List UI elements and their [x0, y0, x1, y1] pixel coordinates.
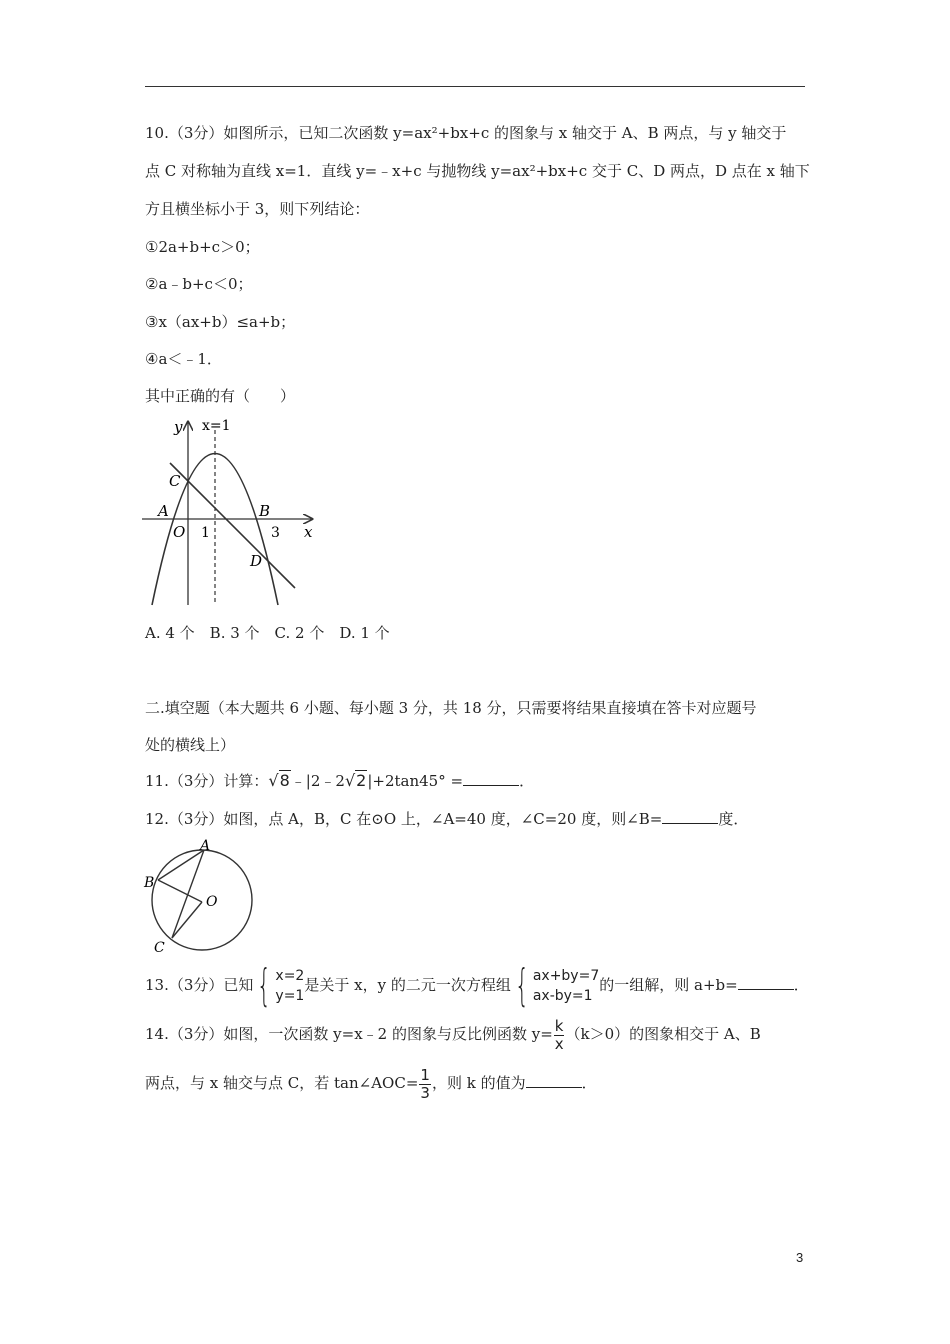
q13-brace-1: {: [257, 960, 272, 1011]
label-o: O: [173, 523, 186, 541]
q12: [145, 809, 748, 829]
label-a: A: [158, 502, 169, 520]
q10-question: 其中正确的有（ ）: [145, 387, 296, 405]
section2-line2: 处的横线上）: [145, 736, 236, 754]
section2-line1: 二.填空题（本大题共 6 小题、每小题 3 分，共 18 分，只需要将结果直接填在答卡对应题号: [145, 699, 757, 717]
segment-bo: [158, 880, 202, 902]
q11-prefix: 11.（3分）计算：: [145, 772, 269, 790]
circle-o: [152, 850, 252, 950]
label-o: O: [206, 894, 218, 910]
q11-answer-blank[interactable]: [463, 771, 519, 786]
label-x1: x=1: [202, 418, 231, 434]
label-b: B: [259, 502, 271, 520]
q13-mid: 是关于 x，y 的二元一次方程组: [304, 976, 511, 994]
label-y: y: [174, 418, 183, 436]
segment-co: [172, 902, 202, 938]
q10-line2: 点 C 对称轴为直线 x=1．直线 y=﹣x+c 与抛物线 y=ax²+bx+c 交于 C、D 两点，D 点在 x 轴下: [145, 162, 810, 180]
label-1: 1: [201, 525, 210, 541]
q13: [145, 960, 809, 1010]
q11-mid1: ﹣|2﹣2: [290, 772, 345, 790]
q11-sqrt-2: √2: [344, 771, 367, 790]
q11: [145, 771, 534, 791]
label-c: C: [169, 472, 181, 490]
label-a: A: [200, 838, 211, 854]
q14-fraction-k-x: $\frac{k}{x}$: [554, 1016, 564, 1053]
q13-answer-blank[interactable]: [738, 975, 794, 990]
q13-prefix: 13.（3分）已知: [145, 976, 254, 994]
q14-line1: [145, 1014, 761, 1054]
q10-conclusion-3: ③x（ax+b）≤a+b；: [145, 313, 296, 331]
q14-line2b: ，则 k 的值为: [431, 1074, 526, 1092]
q13-system-2: ax+by=7 ax-by=1: [532, 968, 600, 1004]
q10-parabola-figure: [140, 410, 340, 610]
q13-suffix: 的一组解，则 a+b=: [599, 976, 738, 994]
q10-options: A. 4 个 B. 3 个 C. 2 个 D. 1 个: [145, 624, 390, 642]
q11-end: ．: [519, 772, 535, 790]
label-c: C: [154, 940, 165, 956]
q12-circle-figure: [140, 838, 260, 958]
q14-prefix: 14.（3分）如图，一次函数 y=x﹣2 的图象与反比例函数 y=: [145, 1025, 553, 1043]
label-x: x: [304, 523, 313, 541]
q10-line3: 方且横坐标小于 3，则下列结论：: [145, 200, 370, 218]
q10-conclusion-2: ②a﹣b+c＜0；: [145, 275, 253, 293]
label-3: 3: [271, 525, 280, 541]
q14-line2a: 两点，与 x 轴交与点 C，若 tan∠AOC=: [145, 1074, 419, 1092]
q13-end: ．: [793, 976, 809, 994]
q11-mid2: |+2tan45° =: [367, 772, 464, 790]
q13-system-1: x=2 y=1: [275, 968, 305, 1004]
q11-sqrt-1: √8: [268, 771, 290, 790]
q14-line2: [145, 1063, 597, 1103]
q13-brace-2: {: [514, 960, 529, 1011]
label-d: D: [250, 552, 263, 570]
q14-end: ．: [581, 1074, 597, 1092]
q10-line1: 10.（3分）如图所示，已知二次函数 y=ax²+bx+c 的图象与 x 轴交于 A、B 两点，与 y 轴交于: [145, 124, 787, 142]
header-rule: [145, 86, 805, 87]
page-number: 3: [796, 1250, 804, 1265]
q14-answer-blank[interactable]: [526, 1073, 582, 1088]
q12-answer-blank[interactable]: [662, 809, 718, 824]
q14-suffix: （k＞0）的图象相交于 A、B: [565, 1025, 761, 1043]
q10-conclusion-1: ①2a+b+c＞0；: [145, 238, 260, 256]
q10-conclusion-4: ④a＜﹣1．: [145, 350, 222, 368]
label-b: B: [144, 875, 155, 891]
q12-text: 12.（3分）如图，点 A，B，C 在⊙O 上，∠A=40 度，∠C=20 度，则∠B=: [145, 810, 663, 828]
q12-end: 度．: [718, 810, 749, 828]
chord-ac: [172, 850, 204, 938]
q14-fraction-1-3: $\frac{1}{3}$: [420, 1065, 430, 1102]
